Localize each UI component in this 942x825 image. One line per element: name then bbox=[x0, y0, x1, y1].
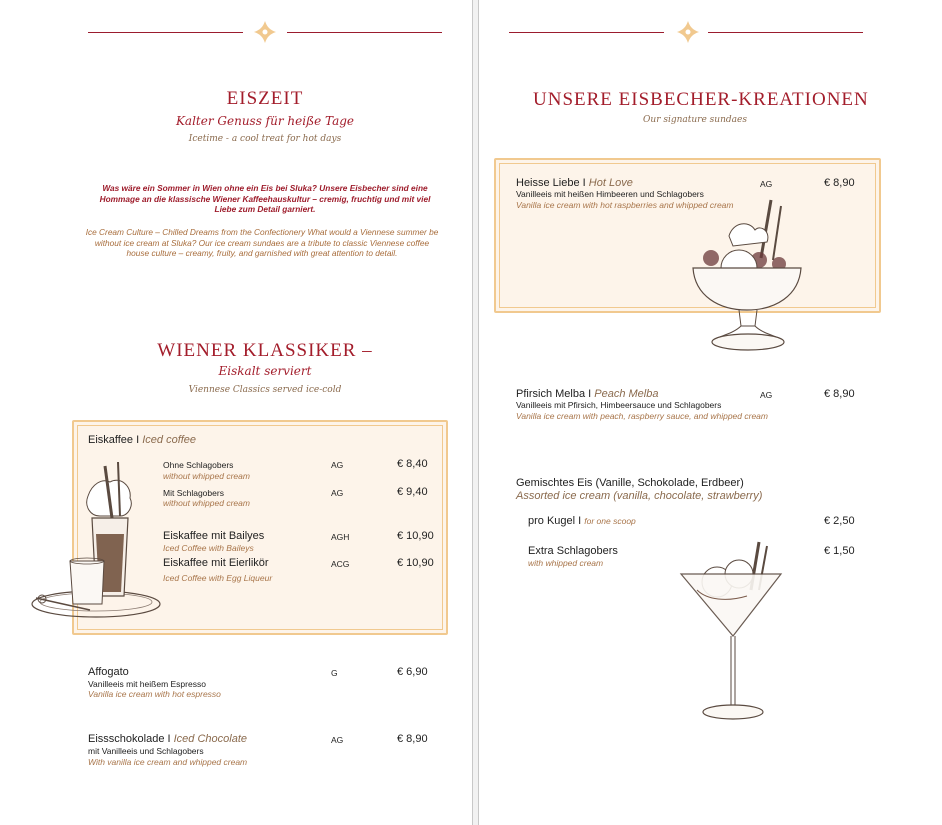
intro-text-de: Was wäre ein Sommer in Wien ohne ein Eis bei Sluka? Unsere Eisbecher sind eine Hommage an die klassische Wiener Kaffeehauskultur – cremig, fruchtig und mit viel Liebe zum Detail garniert. bbox=[99, 183, 431, 214]
divider-rule bbox=[509, 32, 664, 33]
item-name-en: Iced Chocolate bbox=[173, 733, 247, 745]
ornament-icon bbox=[253, 20, 277, 44]
section-subtitle-en: Our signature sundaes bbox=[643, 115, 747, 125]
section-subtitle-en: Viennese Classics served ice-cold bbox=[188, 385, 342, 395]
item-name: Extra Schlagobers bbox=[528, 545, 618, 557]
price: € 8,40 bbox=[397, 458, 428, 470]
gemischt-title-en: Assorted ice cream (vanilla, chocolate, strawberry) bbox=[516, 490, 763, 502]
section-subtitle-de: Kalter Genuss für heiße Tage bbox=[175, 114, 355, 128]
section-title-kreationen: UNSERE EISBECHER-KREATIONEN bbox=[533, 89, 869, 110]
ornament-icon bbox=[676, 20, 700, 44]
option-name-en: without whipped cream bbox=[163, 471, 250, 481]
eiskaffee-title bbox=[88, 434, 196, 446]
pfirsich-title bbox=[516, 388, 658, 400]
option-name-en: without whipped cream bbox=[163, 498, 250, 508]
item-description-en: with whipped cream bbox=[528, 558, 604, 568]
allergen-code: AG bbox=[331, 735, 344, 745]
item-name-en: Peach Melba bbox=[594, 388, 659, 400]
heisse-liebe-title bbox=[516, 177, 633, 189]
allergen-code: AG bbox=[760, 390, 773, 400]
option-name: Eiskaffee mit Eierlikör bbox=[163, 557, 269, 569]
section-title-eiszeit: EISZEIT bbox=[226, 88, 304, 109]
divider-rule bbox=[708, 32, 863, 33]
sundae-illustration bbox=[689, 198, 807, 356]
divider-rule bbox=[88, 32, 243, 33]
item-description-de: Vanilleeis mit heißem Espresso bbox=[88, 679, 206, 689]
price: € 2,50 bbox=[824, 515, 855, 527]
item-name: Eiskaffee I bbox=[88, 434, 140, 446]
price: € 10,90 bbox=[397, 530, 434, 542]
price: € 8,90 bbox=[397, 733, 428, 745]
option-name: Ohne Schlagobers bbox=[163, 460, 234, 470]
iced-coffee-illustration bbox=[30, 456, 164, 636]
item-description-de: Vanilleeis mit Pfirsich, Himbeersauce und Schlagobers bbox=[516, 400, 722, 410]
price: € 8,90 bbox=[824, 388, 855, 400]
item-name: pro Kugel I bbox=[528, 515, 582, 527]
price: € 1,50 bbox=[824, 545, 855, 557]
option-name: Mit Schlagobers bbox=[163, 488, 224, 498]
item-name: Affogato bbox=[88, 666, 129, 678]
item-name: Heisse Liebe I bbox=[516, 177, 586, 189]
item-name: Eissschokolade I bbox=[88, 733, 171, 745]
item-name-en: Iced coffee bbox=[142, 434, 197, 446]
eisschokolade-title bbox=[88, 733, 247, 745]
section-subtitle-de: Eiskalt serviert bbox=[218, 364, 312, 378]
allergen-code: ACG bbox=[331, 559, 350, 569]
section-title-klassiker: WIENER KLASSIKER – bbox=[157, 340, 373, 361]
item-name-en: for one scoop bbox=[584, 516, 636, 526]
item-description-de: Vanilleeis mit heißen Himbeeren und Schlagobers bbox=[516, 189, 704, 199]
kugel-title bbox=[528, 515, 636, 527]
intro-text-en: Ice Cream Culture – Chilled Dreams from the Confectionery What would a Viennese summer be without ice cream at Sluka? Our ice cream sundaes are a tribute to classic Viennese coffee house culture – creamy, fruity, and garnished with great attention to detail. bbox=[85, 227, 439, 258]
allergen-code: AG bbox=[331, 488, 344, 498]
option-name-en: Iced Coffee with Egg Liqueur bbox=[163, 573, 273, 583]
allergen-code: AG bbox=[760, 179, 773, 189]
item-description-en: Vanilla ice cream with peach, raspberry sauce, and whipped cream bbox=[516, 411, 768, 421]
item-description-en: Vanilla ice cream with hot espresso bbox=[88, 689, 221, 699]
section-subtitle-en: Icetime - a cool treat for hot days bbox=[188, 134, 342, 144]
item-description-en: Vanilla ice cream with hot raspberries and whipped cream bbox=[516, 200, 734, 210]
price: € 9,40 bbox=[397, 486, 428, 498]
allergen-code: AGH bbox=[331, 532, 350, 542]
option-name-en: Iced Coffee with Baileys bbox=[163, 543, 254, 553]
coupe-illustration bbox=[677, 540, 787, 726]
divider-rule bbox=[287, 32, 442, 33]
gemischt-title: Gemischtes Eis (Vanille, Schokolade, Erdbeer) bbox=[516, 477, 744, 489]
right-page bbox=[478, 0, 942, 825]
price: € 10,90 bbox=[397, 557, 434, 569]
item-name: Pfirsich Melba I bbox=[516, 388, 592, 400]
price: € 6,90 bbox=[397, 666, 428, 678]
price: € 8,90 bbox=[824, 177, 855, 189]
allergen-code: G bbox=[331, 668, 338, 678]
allergen-code: AG bbox=[331, 460, 344, 470]
item-description-en: With vanilla ice cream and whipped cream bbox=[88, 757, 248, 767]
option-name: Eiskaffee mit Bailyes bbox=[163, 530, 265, 542]
item-name-en: Hot Love bbox=[588, 177, 633, 189]
item-description-de: mit Vanilleeis und Schlagobers bbox=[88, 746, 204, 756]
